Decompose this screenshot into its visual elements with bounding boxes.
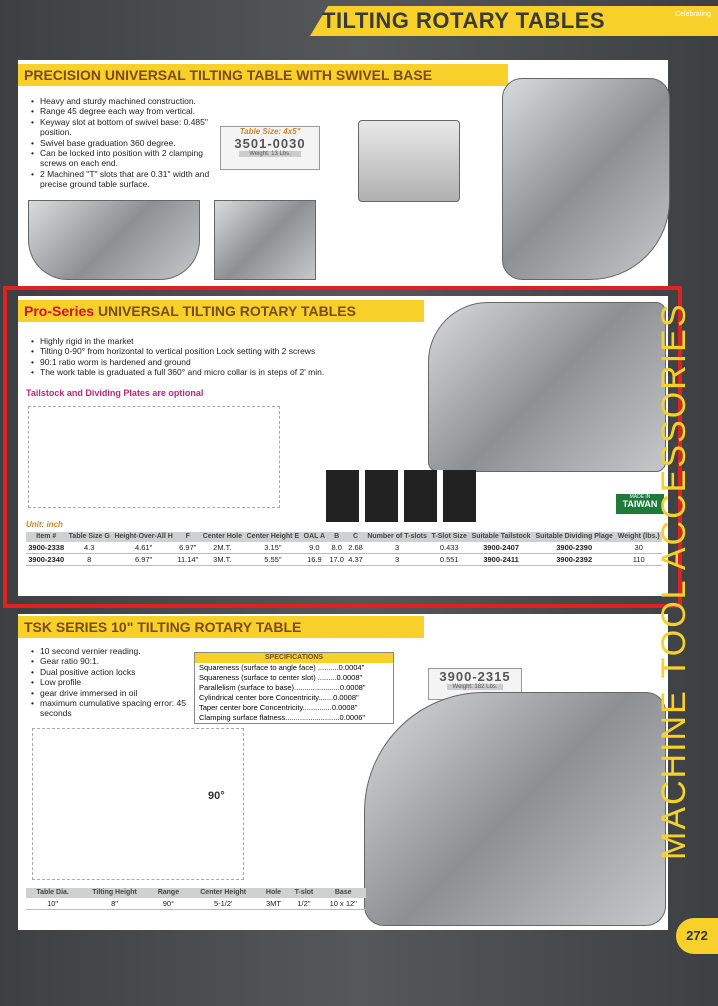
table-header-cell: Table Size G <box>66 532 112 542</box>
list-item: • maximum cumulative spacing error: 45 seconds <box>40 698 200 719</box>
section3-bullets <box>28 646 200 719</box>
list-item: • 2 Machined "T" slots that are 0.31" width and precise ground table surface. <box>40 169 230 190</box>
table-cell: 30 <box>615 542 662 554</box>
spec-line: Parallelism (surface to base)......................0.0008" <box>199 683 366 692</box>
list-item: • Can be locked into position with 2 clamping screws on each end. <box>40 148 230 169</box>
dial-closeup-photo <box>28 200 200 280</box>
table-cell: 3 <box>365 554 429 566</box>
tsk-dimension-drawing <box>32 728 244 880</box>
table-cell: 17.0 <box>327 554 346 566</box>
table-header-cell: Suitable Tailstock <box>469 532 533 542</box>
spec-line: Clamping surface flatness..........................0.0006" <box>199 713 366 722</box>
table-cell: 4.37 <box>346 554 365 566</box>
celebrating-badge <box>672 10 714 38</box>
table-header-cell: Height-Over-All H <box>112 532 175 542</box>
weight-label: Weight: 13 Lbs. <box>239 151 301 157</box>
spec-line: Cylindrical center bore Concentricity.......0.0008" <box>199 693 359 702</box>
table-cell: 3900-2338 <box>26 542 66 554</box>
spec-line: Squareness (surface to center slot) .........0.0008" <box>199 673 363 682</box>
specifications-box <box>194 652 394 724</box>
table-cell: 16.9 <box>302 554 328 566</box>
title-rest: UNIVERSAL TILTING ROTARY TABLES <box>97 303 356 319</box>
table-cell: 3 <box>365 542 429 554</box>
table-cell: 0.551 <box>429 554 469 566</box>
section1-bullets <box>28 96 230 190</box>
table-cell: 10 x 12" <box>320 898 366 910</box>
table-header-cell: Range <box>150 888 187 898</box>
table-cell: 11.14" <box>175 554 200 566</box>
list-item: • 90:1 ratio worm is hardened and ground <box>40 357 380 367</box>
table-header-cell: Item # <box>26 532 66 542</box>
table-header-row <box>26 888 366 898</box>
table-header-cell: T-Slot Size <box>429 532 469 542</box>
table-cell: 8 <box>66 554 112 566</box>
table-header-cell: C <box>346 532 365 542</box>
table-header-cell: OAL A <box>302 532 328 542</box>
highlight-frame <box>3 286 682 608</box>
table-row <box>26 898 366 910</box>
table-cell: 3900-2411 <box>469 554 533 566</box>
table-cell: 3M.T. <box>200 554 244 566</box>
list-item: • Heavy and sturdy machined construction. <box>40 96 230 106</box>
spec-line: Squareness (surface to angle face) ..........0.0004" <box>199 663 365 672</box>
table-cell: 5.55" <box>244 554 301 566</box>
table-cell: 8" <box>79 898 150 910</box>
list-item: • gear drive immersed in oil <box>40 688 200 698</box>
badge-line: Celebrating <box>675 11 711 18</box>
table-header-cell: F <box>175 532 200 542</box>
table-cell: 8.0 <box>327 542 346 554</box>
tsk-table-photo <box>364 692 666 926</box>
table-header-cell: Center Height <box>187 888 260 898</box>
table-header-cell: Hole <box>260 888 288 898</box>
section3-title: TSK SERIES 10" TILTING ROTARY TABLE <box>18 616 424 638</box>
table-header-cell: T-slot <box>287 888 320 898</box>
table-cell: 110 <box>615 554 662 566</box>
table-cell: 9.0 <box>302 542 328 554</box>
list-item: • Highly rigid in the market <box>40 336 380 346</box>
table-cell: 10" <box>26 898 79 910</box>
table-cell: 3.15" <box>244 542 301 554</box>
sidebar-vertical-text: MACHINE TOOL ACCESSORIES <box>655 302 693 860</box>
page-number: 272 <box>676 918 718 954</box>
section-swivel-base <box>18 60 668 286</box>
table-cell: 4.3 <box>66 542 112 554</box>
list-item: • 10 second vernier reading. <box>40 646 200 656</box>
table-header-cell: Table Dia. <box>26 888 79 898</box>
part-number: 3900-2315 <box>439 669 511 684</box>
made-in-label: MADE IN <box>629 494 651 500</box>
table-header-cell: Center Hole <box>200 532 244 542</box>
part-number: 3501-0030 <box>234 136 306 151</box>
table-cell: 3900-2390 <box>533 542 615 554</box>
list-item: • Keyway slot at bottom of swivel base: 0.485" position. <box>40 117 230 138</box>
page-title: TILTING ROTARY TABLES <box>322 8 606 33</box>
angle-label: 90° <box>208 790 225 802</box>
list-item: • Gear ratio 90:1. <box>40 656 200 666</box>
clamp-closeup-photo <box>214 200 316 280</box>
swivel-table-drawing <box>358 120 460 202</box>
part-number-box <box>220 126 320 170</box>
table-header-cell: Weight (lbs.) <box>615 532 662 542</box>
table-cell: 3900-2340 <box>26 554 66 566</box>
list-item: • The work table is graduated a full 360° and micro collar is in steps of 2' min. <box>40 367 380 377</box>
table-header-cell: B <box>327 532 346 542</box>
spec-line: Taper center bore Concentricity..............0.0008" <box>199 703 358 712</box>
table-cell: 0.433 <box>429 542 469 554</box>
table-cell: 3900-2407 <box>469 542 533 554</box>
title-prefix: Pro-Series <box>24 303 95 319</box>
table-header-cell: Suitable Dividing Plage <box>533 532 615 542</box>
list-item: • Range 45 degree each way from vertical. <box>40 106 230 116</box>
table-cell: 2M.T. <box>200 542 244 554</box>
table-size-label: Table Size: 4x5" <box>239 127 301 136</box>
table-cell: 5-1/2' <box>187 898 260 910</box>
list-item: • Dual positive action locks <box>40 667 200 677</box>
table-header-cell: Center Height E <box>244 532 301 542</box>
country-label: TAIWAN <box>622 499 658 509</box>
table-cell: 3MT <box>260 898 288 910</box>
table-cell: 6.97" <box>175 542 200 554</box>
table-cell: 2.68 <box>346 542 365 554</box>
tsk-spec-table <box>26 888 366 910</box>
badge-year: 2022 <box>679 16 707 30</box>
table-cell: 1/2" <box>287 898 320 910</box>
spec-heading: SPECIFICATIONS <box>195 653 393 663</box>
optional-note: Tailstock and Dividing Plates are optional <box>26 388 204 398</box>
weight-label: Weight: 182 Lbs. <box>447 684 503 690</box>
table-cell: 90° <box>150 898 187 910</box>
table-header-cell: Tilting Height <box>79 888 150 898</box>
table-cell: 4.61" <box>112 542 175 554</box>
list-item: • Low profile <box>40 677 200 687</box>
table-cell: 6.97" <box>112 554 175 566</box>
list-item: • Swivel base graduation 360 degree. <box>40 138 230 148</box>
unit-label: Unit: inch <box>26 520 63 529</box>
swivel-table-photo <box>502 78 670 280</box>
section1-title: PRECISION UNIVERSAL TILTING TABLE WITH SWIVEL BASE <box>18 64 508 86</box>
table-header-cell: Base <box>320 888 366 898</box>
table-header-cell: Number of T-slots <box>365 532 429 542</box>
list-item: • Tilting 0-90° from horizontal to vertical position Lock setting with 2 screws <box>40 346 380 356</box>
table-cell: 3900-2392 <box>533 554 615 566</box>
